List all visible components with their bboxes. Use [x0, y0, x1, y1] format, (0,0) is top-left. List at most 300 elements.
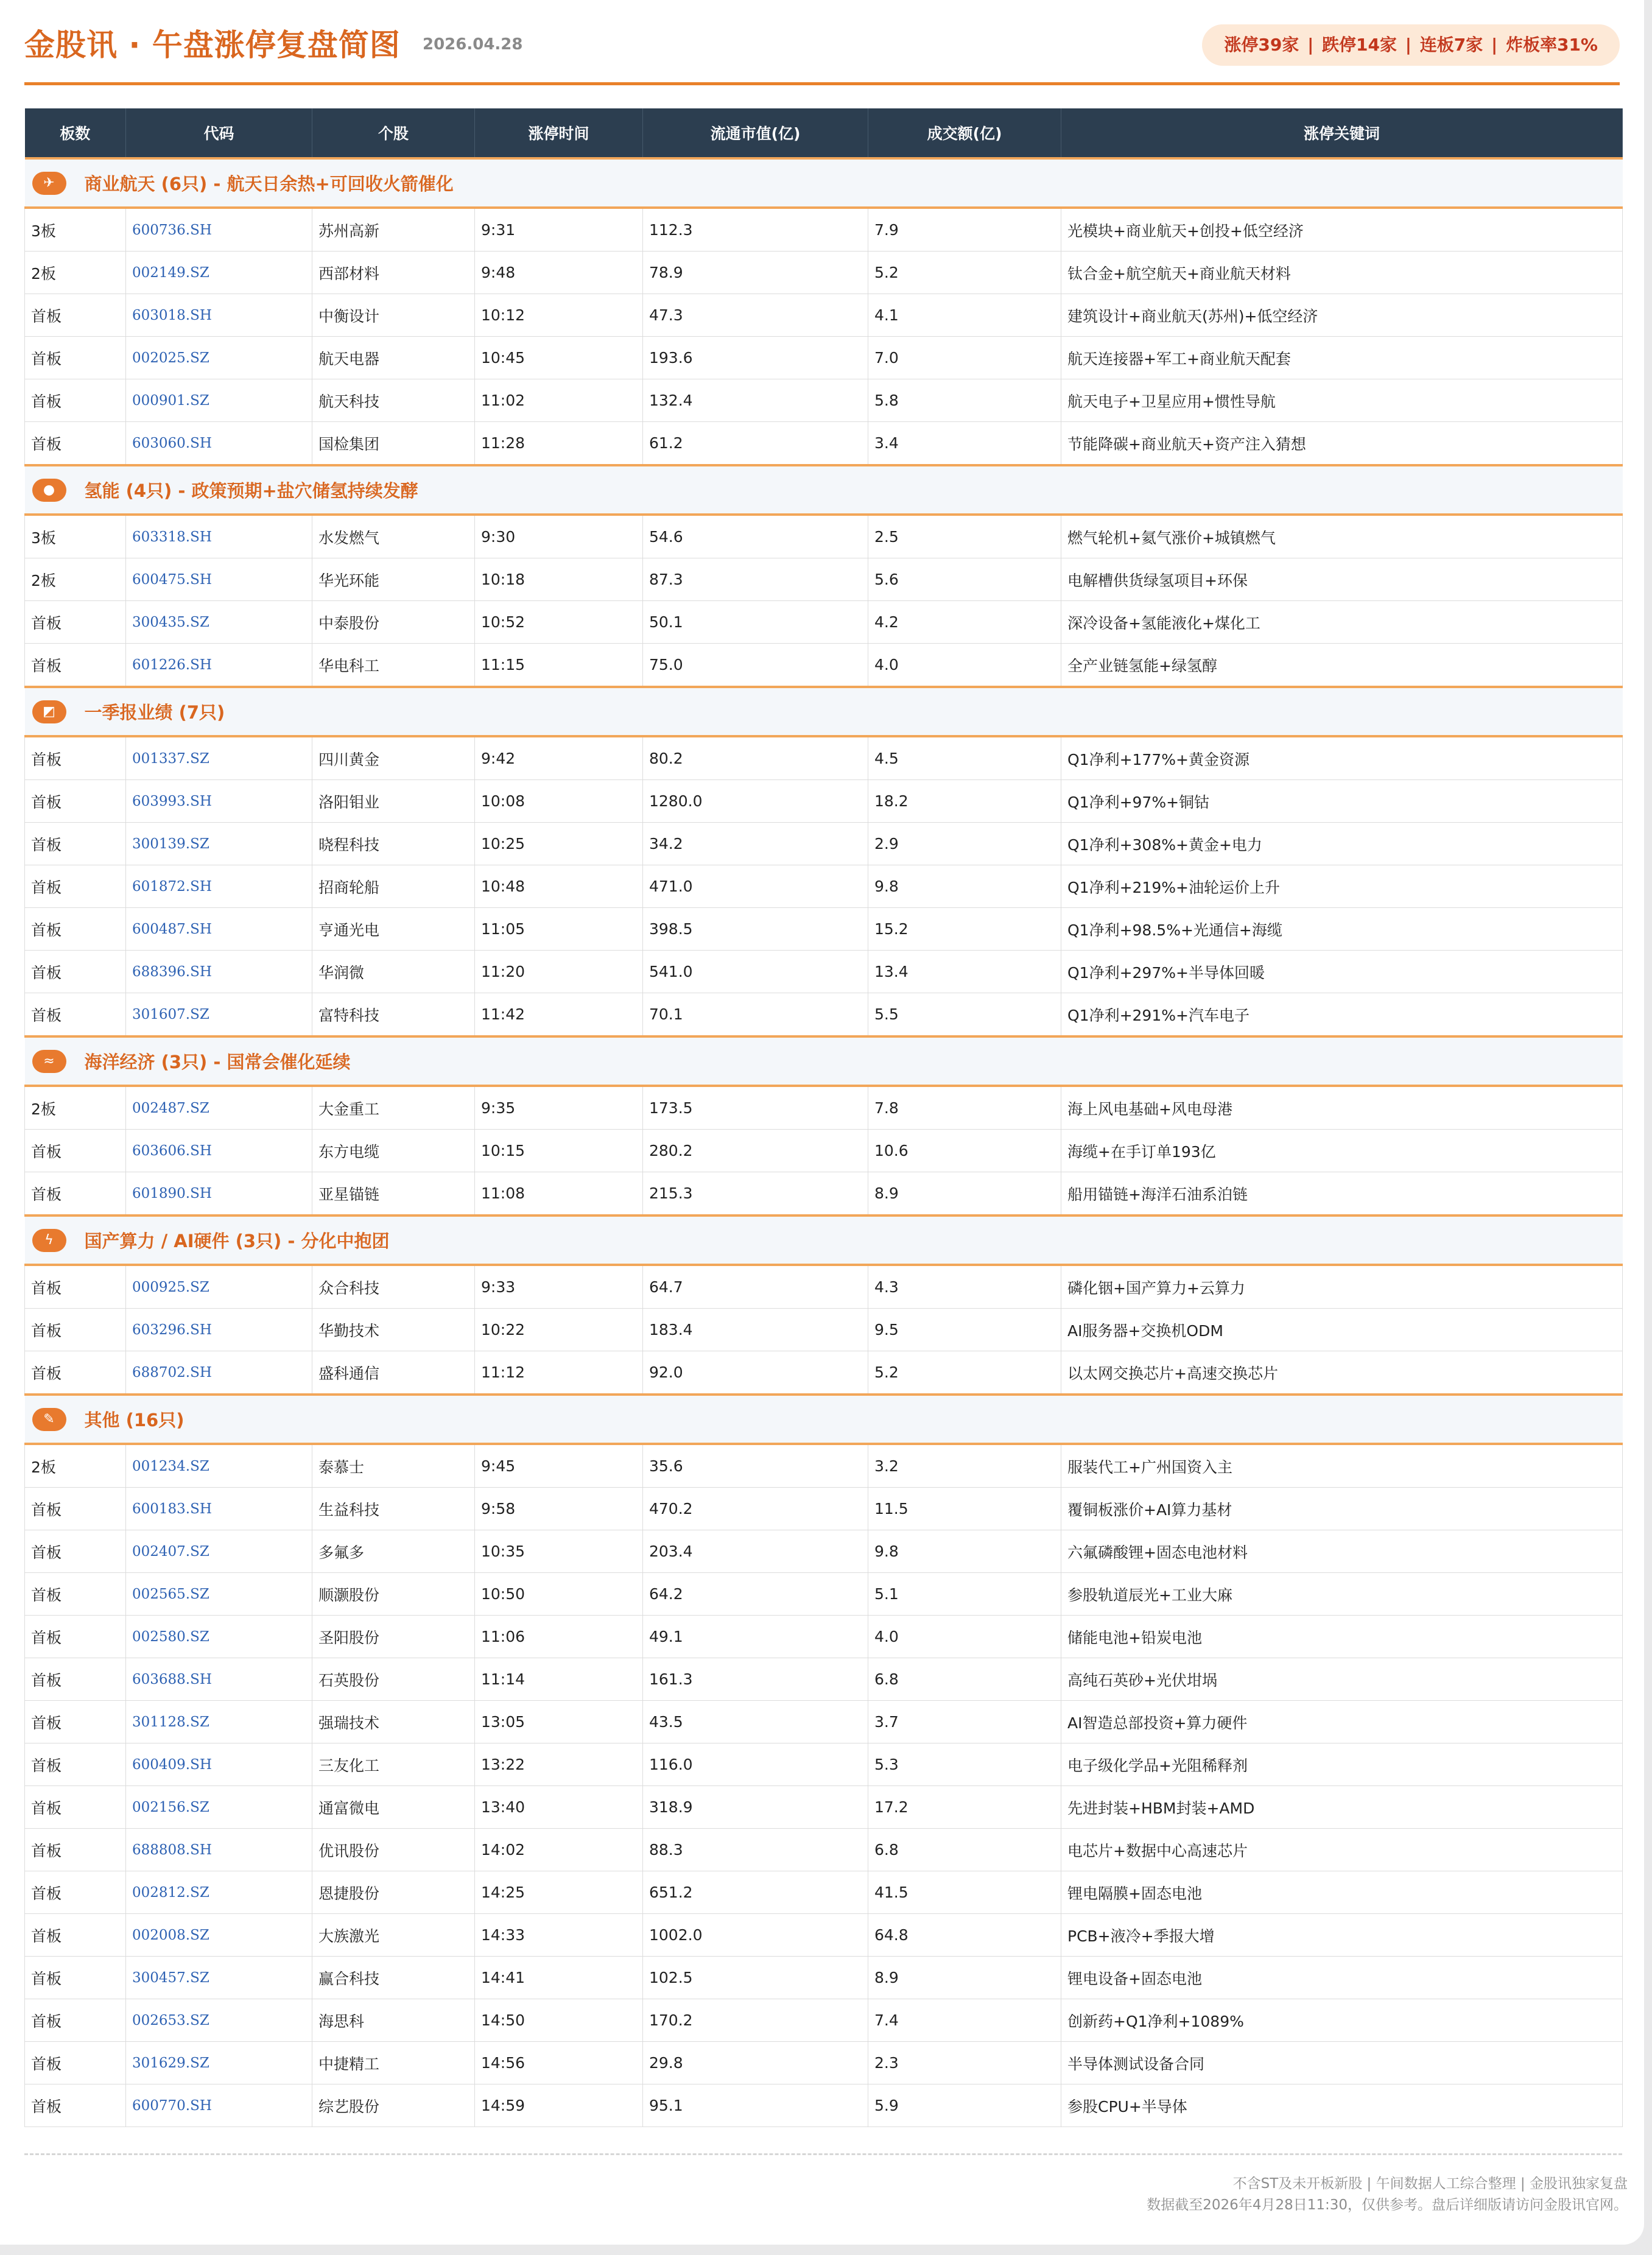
limit-up-keywords-cell: 参股CPU+半导体 — [1061, 2084, 1623, 2127]
limit-up-keywords-cell: 航天电子+卫星应用+惯性导航 — [1061, 379, 1623, 422]
market-cap-cell: 80.2 — [643, 736, 868, 780]
market-cap-cell: 541.0 — [643, 951, 868, 993]
limit-up-keywords-cell: 六氟磷酸锂+固态电池材料 — [1061, 1530, 1623, 1573]
limit-up-time-cell: 13:40 — [475, 1786, 643, 1829]
limit-up-time-cell: 10:22 — [475, 1309, 643, 1351]
limit-up-table — [24, 108, 1623, 2127]
stock-code-cell: 301128.SZ — [126, 1701, 312, 1743]
limit-up-time-cell: 14:02 — [475, 1829, 643, 1871]
table-row — [25, 736, 1623, 780]
board-count-cell: 首板 — [25, 1130, 126, 1172]
turnover-cell: 13.4 — [868, 951, 1061, 993]
stock-name-cell: 华光环能 — [312, 558, 475, 601]
stock-code-cell: 600487.SH — [126, 908, 312, 951]
limit-up-keywords-cell: 电子级化学品+光阻稀释剂 — [1061, 1743, 1623, 1786]
sector-header-row — [25, 158, 1623, 208]
market-cap-cell: 193.6 — [643, 337, 868, 379]
wave-icon: ≈ — [32, 1050, 66, 1073]
footer-disclaimer: 不含ST及未开板新股 | 午间数据人工综合整理 | 金股讯独家复盘 — [1232, 2176, 1628, 2192]
limit-up-time-cell: 10:15 — [475, 1130, 643, 1172]
sector-header — [25, 1215, 1623, 1265]
stock-code-cell: 603296.SH — [126, 1309, 312, 1351]
limit-up-time-cell: 14:56 — [475, 2042, 643, 2084]
stock-name-cell: 中泰股份 — [312, 601, 475, 644]
market-cap-cell: 43.5 — [643, 1701, 868, 1743]
market-cap-cell: 54.6 — [643, 515, 868, 558]
turnover-cell: 4.1 — [868, 294, 1061, 337]
stock-name-cell: 四川黄金 — [312, 736, 475, 780]
column-header-stock: 个股 — [312, 108, 475, 158]
limit-up-keywords-cell: 船用锚链+海洋石油系泊链 — [1061, 1172, 1623, 1216]
table-row — [25, 1957, 1623, 1999]
stock-name-cell: 优讯股份 — [312, 1829, 475, 1871]
table-row — [25, 1488, 1623, 1530]
stats-separator: | — [1307, 35, 1314, 55]
table-row — [25, 2084, 1623, 2127]
board-count-cell: 首板 — [25, 2042, 126, 2084]
stock-code-cell: 002653.SZ — [126, 1999, 312, 2042]
turnover-cell: 15.2 — [868, 908, 1061, 951]
limit-up-count: 涨停39家 — [1224, 35, 1299, 55]
table-row — [25, 908, 1623, 951]
market-cap-cell: 29.8 — [643, 2042, 868, 2084]
table-row — [25, 951, 1623, 993]
stock-code-cell: 001337.SZ — [126, 736, 312, 780]
table-row — [25, 558, 1623, 601]
market-cap-cell: 47.3 — [643, 294, 868, 337]
market-cap-cell: 102.5 — [643, 1957, 868, 1999]
turnover-cell: 64.8 — [868, 1914, 1061, 1957]
market-cap-cell: 75.0 — [643, 644, 868, 688]
board-count-cell: 2板 — [25, 1086, 126, 1130]
table-row — [25, 780, 1623, 823]
sector-header-row — [25, 1215, 1623, 1265]
sector-title: 商业航天 (6只) - 航天日余热+可回收火箭催化 — [84, 174, 454, 194]
stock-code-cell: 600736.SH — [126, 208, 312, 252]
limit-up-time-cell: 11:12 — [475, 1351, 643, 1395]
limit-up-time-cell: 10:25 — [475, 823, 643, 865]
turnover-cell: 17.2 — [868, 1786, 1061, 1829]
table-row — [25, 1914, 1623, 1957]
limit-up-keywords-cell: 海缆+在手订单193亿 — [1061, 1130, 1623, 1172]
limit-up-time-cell: 13:22 — [475, 1743, 643, 1786]
stock-name-cell: 大金重工 — [312, 1086, 475, 1130]
limit-up-time-cell: 9:42 — [475, 736, 643, 780]
table-row — [25, 515, 1623, 558]
limit-up-keywords-cell: PCB+液冷+季报大增 — [1061, 1914, 1623, 1957]
board-count-cell: 首板 — [25, 1829, 126, 1871]
table-row — [25, 644, 1623, 688]
market-cap-cell: 112.3 — [643, 208, 868, 252]
table-row — [25, 1658, 1623, 1701]
market-cap-cell: 35.6 — [643, 1444, 868, 1488]
limit-up-time-cell: 14:25 — [475, 1871, 643, 1914]
stock-code-cell: 000901.SZ — [126, 379, 312, 422]
column-header-time: 涨停时间 — [475, 108, 643, 158]
board-count-cell: 首板 — [25, 601, 126, 644]
turnover-cell: 5.2 — [868, 252, 1061, 294]
limit-up-time-cell: 11:06 — [475, 1616, 643, 1658]
turnover-cell: 9.5 — [868, 1309, 1061, 1351]
board-count-cell: 首板 — [25, 337, 126, 379]
market-cap-cell: 116.0 — [643, 1743, 868, 1786]
turnover-cell: 3.2 — [868, 1444, 1061, 1488]
board-count-cell: 首板 — [25, 1530, 126, 1573]
market-cap-cell: 78.9 — [643, 252, 868, 294]
turnover-cell: 41.5 — [868, 1871, 1061, 1914]
turnover-cell: 5.5 — [868, 993, 1061, 1037]
limit-up-time-cell: 9:30 — [475, 515, 643, 558]
table-row — [25, 1573, 1623, 1616]
sector-title: 国产算力 / AI硬件 (3只) - 分化中抱团 — [84, 1231, 390, 1251]
sector-header — [25, 158, 1623, 208]
stock-name-cell: 富特科技 — [312, 993, 475, 1037]
limit-up-time-cell: 10:48 — [475, 865, 643, 908]
limit-up-keywords-cell: Q1净利+97%+铜钴 — [1061, 780, 1623, 823]
stock-code-cell: 603060.SH — [126, 422, 312, 466]
limit-up-keywords-cell: 航天连接器+军工+商业航天配套 — [1061, 337, 1623, 379]
sector-header — [25, 465, 1623, 515]
table-header-row — [25, 108, 1623, 158]
table-row — [25, 1616, 1623, 1658]
turnover-cell: 7.4 — [868, 1999, 1061, 2042]
stock-code-cell: 301607.SZ — [126, 993, 312, 1037]
stock-code-cell: 600183.SH — [126, 1488, 312, 1530]
limit-up-keywords-cell: 半导体测试设备合同 — [1061, 2042, 1623, 2084]
board-count-cell: 首板 — [25, 1957, 126, 1999]
board-count-cell: 首板 — [25, 993, 126, 1037]
sector-title: 其他 (16只) — [84, 1410, 185, 1430]
stock-code-cell: 002156.SZ — [126, 1786, 312, 1829]
limit-up-keywords-cell: 燃气轮机+氦气涨价+城镇燃气 — [1061, 515, 1623, 558]
table-row — [25, 252, 1623, 294]
stock-name-cell: 生益科技 — [312, 1488, 475, 1530]
limit-up-keywords-cell: 覆铜板涨价+AI算力基材 — [1061, 1488, 1623, 1530]
limit-up-time-cell: 10:12 — [475, 294, 643, 337]
sector-header-row — [25, 1395, 1623, 1444]
stock-name-cell: 盛科通信 — [312, 1351, 475, 1395]
board-count-cell: 首板 — [25, 780, 126, 823]
limit-up-keywords-cell: 储能电池+铅炭电池 — [1061, 1616, 1623, 1658]
table-row — [25, 1444, 1623, 1488]
page-title: 金股讯 · 午盘涨停复盘简图 — [24, 27, 401, 63]
stock-name-cell: 中捷精工 — [312, 2042, 475, 2084]
stats-separator: | — [1405, 35, 1411, 55]
stock-code-cell: 601226.SH — [126, 644, 312, 688]
limit-up-time-cell: 11:02 — [475, 379, 643, 422]
market-cap-cell: 92.0 — [643, 1351, 868, 1395]
stock-name-cell: 华电科工 — [312, 644, 475, 688]
sector-title: 一季报业绩 (7只) — [84, 702, 225, 723]
market-cap-cell: 173.5 — [643, 1086, 868, 1130]
market-cap-cell: 95.1 — [643, 2084, 868, 2127]
market-cap-cell: 34.2 — [643, 823, 868, 865]
stock-name-cell: 多氟多 — [312, 1530, 475, 1573]
market-cap-cell: 471.0 — [643, 865, 868, 908]
limit-up-keywords-cell: 锂电设备+固态电池 — [1061, 1957, 1623, 1999]
column-header-market-cap: 流通市值(亿) — [643, 108, 868, 158]
board-count-cell: 首板 — [25, 1871, 126, 1914]
limit-up-keywords-cell: 创新药+Q1净利+1089% — [1061, 1999, 1623, 2042]
stock-name-cell: 晓程科技 — [312, 823, 475, 865]
limit-up-time-cell: 10:18 — [475, 558, 643, 601]
footer-data-note: 数据截至2026年4月28日11:30，仅供参考。盘后详细版请访问金股讯官网。 — [1147, 2197, 1628, 2213]
limit-up-keywords-cell: 建筑设计+商业航天(苏州)+低空经济 — [1061, 294, 1623, 337]
column-header-turnover: 成交额(亿) — [868, 108, 1061, 158]
stock-name-cell: 招商轮船 — [312, 865, 475, 908]
stock-code-cell: 603606.SH — [126, 1130, 312, 1172]
stock-name-cell: 水发燃气 — [312, 515, 475, 558]
limit-up-keywords-cell: 磷化铟+国产算力+云算力 — [1061, 1265, 1623, 1309]
stock-code-cell: 002487.SZ — [126, 1086, 312, 1130]
column-header-keywords: 涨停关键词 — [1061, 108, 1623, 158]
stock-name-cell: 亨通光电 — [312, 908, 475, 951]
board-count-cell: 首板 — [25, 1265, 126, 1309]
market-cap-cell: 64.7 — [643, 1265, 868, 1309]
stock-name-cell: 航天电器 — [312, 337, 475, 379]
limit-up-keywords-cell: AI服务器+交换机ODM — [1061, 1309, 1623, 1351]
turnover-cell: 2.5 — [868, 515, 1061, 558]
board-count-cell: 首板 — [25, 1309, 126, 1351]
limit-up-time-cell: 9:48 — [475, 252, 643, 294]
limit-up-keywords-cell: 光模块+商业航天+创投+低空经济 — [1061, 208, 1623, 252]
market-cap-cell: 651.2 — [643, 1871, 868, 1914]
report-date: 2026.04.28 — [423, 35, 523, 54]
turnover-cell: 5.2 — [868, 1351, 1061, 1395]
turnover-cell: 5.9 — [868, 2084, 1061, 2127]
turnover-cell: 3.4 — [868, 422, 1061, 466]
limit-up-time-cell: 9:45 — [475, 1444, 643, 1488]
market-cap-cell: 49.1 — [643, 1616, 868, 1658]
market-cap-cell: 470.2 — [643, 1488, 868, 1530]
sector-header — [25, 687, 1623, 736]
stock-name-cell: 石英股份 — [312, 1658, 475, 1701]
turnover-cell: 2.9 — [868, 823, 1061, 865]
table-row — [25, 1086, 1623, 1130]
stats-separator: | — [1491, 35, 1498, 55]
limit-up-time-cell: 13:05 — [475, 1701, 643, 1743]
stock-name-cell: 华勤技术 — [312, 1309, 475, 1351]
board-count-cell: 首板 — [25, 294, 126, 337]
table-row — [25, 422, 1623, 466]
turnover-cell: 6.8 — [868, 1829, 1061, 1871]
stock-name-cell: 众合科技 — [312, 1265, 475, 1309]
limit-up-keywords-cell: 海上风电基础+风电母港 — [1061, 1086, 1623, 1130]
market-cap-cell: 64.2 — [643, 1573, 868, 1616]
stock-name-cell: 赢合科技 — [312, 1957, 475, 1999]
limit-up-time-cell: 14:59 — [475, 2084, 643, 2127]
limit-up-time-cell: 9:58 — [475, 1488, 643, 1530]
stock-name-cell: 国检集团 — [312, 422, 475, 466]
table-row — [25, 208, 1623, 252]
table-row — [25, 1786, 1623, 1829]
stock-name-cell: 三友化工 — [312, 1743, 475, 1786]
market-cap-cell: 161.3 — [643, 1658, 868, 1701]
market-cap-cell: 1002.0 — [643, 1914, 868, 1957]
sector-title: 氢能 (4只) - 政策预期+盐穴储氢持续发酵 — [84, 480, 418, 501]
table-row — [25, 337, 1623, 379]
limit-up-time-cell: 10:35 — [475, 1530, 643, 1573]
limit-down-count: 跌停14家 — [1322, 35, 1397, 55]
limit-up-keywords-cell: 全产业链氢能+绿氢醇 — [1061, 644, 1623, 688]
stock-code-cell: 002580.SZ — [126, 1616, 312, 1658]
stock-code-cell: 002812.SZ — [126, 1871, 312, 1914]
turnover-cell: 4.5 — [868, 736, 1061, 780]
board-count-cell: 首板 — [25, 1573, 126, 1616]
turnover-cell: 7.0 — [868, 337, 1061, 379]
board-count-cell: 首板 — [25, 1351, 126, 1395]
limit-up-time-cell: 11:20 — [475, 951, 643, 993]
market-cap-cell: 170.2 — [643, 1999, 868, 2042]
table-row — [25, 993, 1623, 1037]
stock-name-cell: 强瑞技术 — [312, 1701, 475, 1743]
stock-code-cell: 300139.SZ — [126, 823, 312, 865]
stock-code-cell: 600409.SH — [126, 1743, 312, 1786]
limit-up-time-cell: 10:08 — [475, 780, 643, 823]
market-cap-cell: 50.1 — [643, 601, 868, 644]
stock-code-cell: 300457.SZ — [126, 1957, 312, 1999]
limit-up-keywords-cell: 锂电隔膜+固态电池 — [1061, 1871, 1623, 1914]
pushpin-icon: ✎ — [32, 1408, 66, 1431]
market-cap-cell: 87.3 — [643, 558, 868, 601]
board-count-cell: 首板 — [25, 1701, 126, 1743]
stock-code-cell: 603018.SH — [126, 294, 312, 337]
rocket-icon: ✈ — [32, 172, 66, 195]
table-row — [25, 379, 1623, 422]
limit-up-time-cell: 11:05 — [475, 908, 643, 951]
stock-code-cell: 301629.SZ — [126, 2042, 312, 2084]
board-count-cell: 首板 — [25, 644, 126, 688]
board-count-cell: 首板 — [25, 1488, 126, 1530]
table-row — [25, 1871, 1623, 1914]
market-cap-cell: 318.9 — [643, 1786, 868, 1829]
sector-header — [25, 1036, 1623, 1086]
column-header-code: 代码 — [126, 108, 312, 158]
limit-up-time-cell: 11:42 — [475, 993, 643, 1037]
stock-name-cell: 综艺股份 — [312, 2084, 475, 2127]
limit-up-time-cell: 11:28 — [475, 422, 643, 466]
droplet-icon: ● — [32, 479, 66, 502]
market-cap-cell: 88.3 — [643, 1829, 868, 1871]
sector-header-row — [25, 465, 1623, 515]
board-count-cell: 首板 — [25, 736, 126, 780]
market-cap-cell: 183.4 — [643, 1309, 868, 1351]
turnover-cell: 4.3 — [868, 1265, 1061, 1309]
stock-name-cell: 泰慕士 — [312, 1444, 475, 1488]
limit-up-keywords-cell: 高纯石英砂+光伏坩埚 — [1061, 1658, 1623, 1701]
table-row — [25, 2042, 1623, 2084]
broken-board-rate: 炸板率31% — [1505, 35, 1598, 55]
market-cap-cell: 70.1 — [643, 993, 868, 1037]
stock-code-cell: 688808.SH — [126, 1829, 312, 1871]
board-count-cell: 3板 — [25, 208, 126, 252]
limit-up-keywords-cell: Q1净利+291%+汽车电子 — [1061, 993, 1623, 1037]
limit-up-time-cell: 14:33 — [475, 1914, 643, 1957]
board-count-cell: 2板 — [25, 252, 126, 294]
limit-up-keywords-cell: Q1净利+297%+半导体回暖 — [1061, 951, 1623, 993]
board-count-cell: 首板 — [25, 908, 126, 951]
market-cap-cell: 132.4 — [643, 379, 868, 422]
stock-code-cell: 002565.SZ — [126, 1573, 312, 1616]
limit-up-keywords-cell: 参股轨道辰光+工业大麻 — [1061, 1573, 1623, 1616]
limit-up-keywords-cell: 电解槽供货绿氢项目+环保 — [1061, 558, 1623, 601]
footer-divider — [24, 2153, 1622, 2155]
stock-code-cell: 688396.SH — [126, 951, 312, 993]
board-count-cell: 首板 — [25, 951, 126, 993]
limit-up-keywords-cell: 钛合金+航空航天+商业航天材料 — [1061, 252, 1623, 294]
limit-up-keywords-cell: 电芯片+数据中心高速芯片 — [1061, 1829, 1623, 1871]
board-count-cell: 3板 — [25, 515, 126, 558]
limit-up-time-cell: 10:50 — [475, 1573, 643, 1616]
turnover-cell: 7.8 — [868, 1086, 1061, 1130]
turnover-cell: 5.6 — [868, 558, 1061, 601]
board-count-cell: 首板 — [25, 1914, 126, 1957]
turnover-cell: 3.7 — [868, 1701, 1061, 1743]
stock-name-cell: 苏州高新 — [312, 208, 475, 252]
table-row — [25, 294, 1623, 337]
board-count-cell: 2板 — [25, 1444, 126, 1488]
table-row — [25, 1309, 1623, 1351]
board-count-cell: 首板 — [25, 379, 126, 422]
stock-code-cell: 001234.SZ — [126, 1444, 312, 1488]
board-count-cell: 首板 — [25, 1616, 126, 1658]
stock-name-cell: 恩捷股份 — [312, 1871, 475, 1914]
table-row — [25, 1530, 1623, 1573]
sector-title: 海洋经济 (3只) - 国常会催化延续 — [84, 1052, 351, 1072]
table-row — [25, 1265, 1623, 1309]
table-row — [25, 1351, 1623, 1395]
table-row — [25, 1130, 1623, 1172]
market-cap-cell: 280.2 — [643, 1130, 868, 1172]
limit-up-keywords-cell: Q1净利+98.5%+光通信+海缆 — [1061, 908, 1623, 951]
turnover-cell: 4.0 — [868, 1616, 1061, 1658]
table-row — [25, 1172, 1623, 1216]
limit-up-keywords-cell: 服装代工+广州国资入主 — [1061, 1444, 1623, 1488]
turnover-cell: 5.8 — [868, 379, 1061, 422]
chart-icon: ◩ — [32, 700, 66, 723]
board-count-cell: 首板 — [25, 1658, 126, 1701]
market-stats-badge — [1202, 24, 1620, 66]
turnover-cell: 8.9 — [868, 1172, 1061, 1216]
table-row — [25, 601, 1623, 644]
table-row — [25, 823, 1623, 865]
turnover-cell: 5.1 — [868, 1573, 1061, 1616]
board-count-cell: 首板 — [25, 422, 126, 466]
board-count-cell: 首板 — [25, 823, 126, 865]
board-count-cell: 首板 — [25, 1172, 126, 1216]
report-header — [24, 0, 1620, 85]
turnover-cell: 7.9 — [868, 208, 1061, 252]
stock-code-cell: 603318.SH — [126, 515, 312, 558]
board-count-cell: 首板 — [25, 865, 126, 908]
column-header-board: 板数 — [25, 108, 126, 158]
stock-code-cell: 000925.SZ — [126, 1265, 312, 1309]
sector-header-row — [25, 1036, 1623, 1086]
limit-up-keywords-cell: 节能降碳+商业航天+资产注入猜想 — [1061, 422, 1623, 466]
stock-name-cell: 圣阳股份 — [312, 1616, 475, 1658]
stock-name-cell: 东方电缆 — [312, 1130, 475, 1172]
market-cap-cell: 61.2 — [643, 422, 868, 466]
table-row — [25, 1999, 1623, 2042]
stock-code-cell: 600475.SH — [126, 558, 312, 601]
board-count-cell: 首板 — [25, 1743, 126, 1786]
market-cap-cell: 398.5 — [643, 908, 868, 951]
stock-name-cell: 西部材料 — [312, 252, 475, 294]
sector-header — [25, 1395, 1623, 1444]
stock-name-cell: 洛阳钼业 — [312, 780, 475, 823]
limit-up-keywords-cell: Q1净利+308%+黄金+电力 — [1061, 823, 1623, 865]
limit-up-time-cell: 11:08 — [475, 1172, 643, 1216]
